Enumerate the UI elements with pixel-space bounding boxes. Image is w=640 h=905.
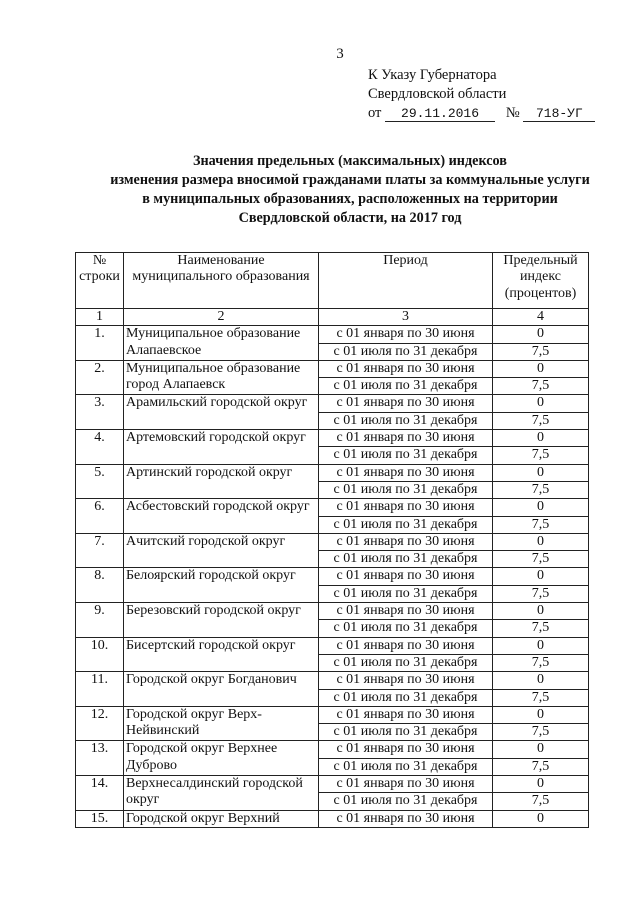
table-row	[76, 741, 589, 758]
index-value: 0	[493, 326, 589, 343]
title-line-2: изменения размера вносимой гражданами платы за коммунальные услуги	[110, 172, 590, 188]
municipality-name: Белоярский городской округ	[124, 568, 319, 603]
table-header-row	[76, 253, 589, 309]
period-second-half: с 01 июля по 31 декабря	[319, 793, 493, 810]
row-number: 7.	[76, 533, 124, 568]
municipality-name: Городской округ Богданович	[124, 672, 319, 707]
period-first-half: с 01 января по 30 июня	[319, 568, 493, 585]
period-first-half: с 01 января по 30 июня	[319, 672, 493, 689]
index-value: 7,5	[493, 585, 589, 602]
index-value: 0	[493, 810, 589, 827]
appendix-header	[368, 66, 595, 123]
title-line-1: Значения предельных (максимальных) индексов	[193, 153, 507, 169]
period-second-half: с 01 июля по 31 декабря	[319, 585, 493, 602]
index-value: 7,5	[493, 516, 589, 533]
period-first-half: с 01 января по 30 июня	[319, 776, 493, 793]
period-second-half: с 01 июля по 31 декабря	[319, 343, 493, 360]
row-number: 4.	[76, 430, 124, 465]
row-number: 8.	[76, 568, 124, 603]
row-number: 2.	[76, 360, 124, 395]
index-value: 0	[493, 360, 589, 377]
row-number: 9.	[76, 603, 124, 638]
row-number: 6.	[76, 499, 124, 534]
index-value: 7,5	[493, 654, 589, 671]
appendix-line-2: Свердловской области	[368, 86, 507, 102]
index-value: 0	[493, 741, 589, 758]
table-row	[76, 499, 589, 516]
index-value: 0	[493, 637, 589, 654]
period-first-half: с 01 января по 30 июня	[319, 533, 493, 550]
table-row	[76, 603, 589, 620]
index-value: 7,5	[493, 758, 589, 775]
period-first-half: с 01 января по 30 июня	[319, 395, 493, 412]
column-number: 1	[76, 309, 124, 326]
column-number: 4	[493, 309, 589, 326]
title-line-3: в муниципальных образованиях, расположенных на территории	[142, 191, 558, 207]
table-row	[76, 326, 589, 343]
municipality-name: Артемовский городской округ	[124, 430, 319, 465]
municipality-name: Ачитский городской округ	[124, 533, 319, 568]
municipality-name: Верхнесалдинский городской округ	[124, 776, 319, 811]
municipality-name: Городской округ Верх-Нейвинский	[124, 706, 319, 741]
document-title	[70, 152, 630, 228]
table-row	[76, 395, 589, 412]
period-second-half: с 01 июля по 31 декабря	[319, 378, 493, 395]
period-first-half: с 01 января по 30 июня	[319, 706, 493, 723]
row-number: 1.	[76, 326, 124, 361]
decree-date: 29.11.2016	[385, 107, 495, 122]
header-row-number: № строки	[76, 253, 124, 309]
index-value: 7,5	[493, 724, 589, 741]
number-label: №	[505, 105, 520, 121]
page-number: 3	[336, 46, 344, 62]
period-first-half: с 01 января по 30 июня	[319, 603, 493, 620]
decree-number: 718-УГ	[523, 107, 595, 122]
column-number-row	[76, 309, 589, 326]
table-row	[76, 810, 589, 827]
period-second-half: с 01 июля по 31 декабря	[319, 412, 493, 429]
title-line-4: Свердловской области, на 2017 год	[238, 210, 462, 226]
row-number: 10.	[76, 637, 124, 672]
row-number: 13.	[76, 741, 124, 776]
municipality-name: Городской округ Верхнее Дуброво	[124, 741, 319, 776]
index-value: 7,5	[493, 447, 589, 464]
period-second-half: с 01 июля по 31 декабря	[319, 758, 493, 775]
header-municipality: Наименование муниципального образования	[124, 253, 319, 309]
table-row	[76, 360, 589, 377]
municipality-name: Бисертский городской округ	[124, 637, 319, 672]
table-row	[76, 568, 589, 585]
period-first-half: с 01 января по 30 июня	[319, 741, 493, 758]
index-value: 7,5	[493, 481, 589, 498]
table-row	[76, 672, 589, 689]
row-number: 11.	[76, 672, 124, 707]
index-value: 0	[493, 776, 589, 793]
period-second-half: с 01 июля по 31 декабря	[319, 551, 493, 568]
table-row	[76, 430, 589, 447]
index-value: 0	[493, 430, 589, 447]
municipality-name: Асбестовский городской округ	[124, 499, 319, 534]
period-first-half: с 01 января по 30 июня	[319, 430, 493, 447]
index-value: 7,5	[493, 412, 589, 429]
table-row	[76, 776, 589, 793]
index-value: 0	[493, 499, 589, 516]
period-second-half: с 01 июля по 31 декабря	[319, 689, 493, 706]
table-row	[76, 533, 589, 550]
period-second-half: с 01 июля по 31 декабря	[319, 620, 493, 637]
index-value: 0	[493, 464, 589, 481]
index-value: 7,5	[493, 551, 589, 568]
period-first-half: с 01 января по 30 июня	[319, 464, 493, 481]
period-first-half: с 01 января по 30 июня	[319, 810, 493, 827]
municipality-name: Городской округ Верхний	[124, 810, 319, 827]
column-number: 3	[319, 309, 493, 326]
index-value: 0	[493, 395, 589, 412]
appendix-line-1: К Указу Губернатора	[368, 67, 497, 83]
table-row	[76, 706, 589, 723]
index-table	[75, 252, 589, 828]
period-second-half: с 01 июля по 31 декабря	[319, 516, 493, 533]
period-first-half: с 01 января по 30 июня	[319, 360, 493, 377]
header-index: Предельный индекс (процентов)	[493, 253, 589, 309]
period-second-half: с 01 июля по 31 декабря	[319, 654, 493, 671]
index-value: 7,5	[493, 689, 589, 706]
municipality-name: Березовский городской округ	[124, 603, 319, 638]
row-number: 15.	[76, 810, 124, 827]
index-value: 0	[493, 672, 589, 689]
row-number: 5.	[76, 464, 124, 499]
municipality-name: Арамильский городской округ	[124, 395, 319, 430]
period-second-half: с 01 июля по 31 декабря	[319, 447, 493, 464]
column-number: 2	[124, 309, 319, 326]
index-value: 0	[493, 603, 589, 620]
municipality-name: Муниципальное образование город Алапаевск	[124, 360, 319, 395]
index-value: 0	[493, 533, 589, 550]
index-value: 7,5	[493, 793, 589, 810]
municipality-name: Муниципальное образование Алапаевское	[124, 326, 319, 361]
from-label: от	[368, 105, 382, 121]
index-value: 7,5	[493, 343, 589, 360]
appendix-date-line	[368, 104, 595, 123]
index-value: 7,5	[493, 378, 589, 395]
index-value: 7,5	[493, 620, 589, 637]
index-value: 0	[493, 568, 589, 585]
period-first-half: с 01 января по 30 июня	[319, 637, 493, 654]
period-first-half: с 01 января по 30 июня	[319, 326, 493, 343]
table-row	[76, 637, 589, 654]
index-value: 0	[493, 706, 589, 723]
period-second-half: с 01 июля по 31 декабря	[319, 724, 493, 741]
period-second-half: с 01 июля по 31 декабря	[319, 481, 493, 498]
row-number: 14.	[76, 776, 124, 811]
period-first-half: с 01 января по 30 июня	[319, 499, 493, 516]
table-row	[76, 464, 589, 481]
municipality-name: Артинский городской округ	[124, 464, 319, 499]
row-number: 3.	[76, 395, 124, 430]
header-period: Период	[319, 253, 493, 309]
table-body	[76, 326, 589, 828]
row-number: 12.	[76, 706, 124, 741]
